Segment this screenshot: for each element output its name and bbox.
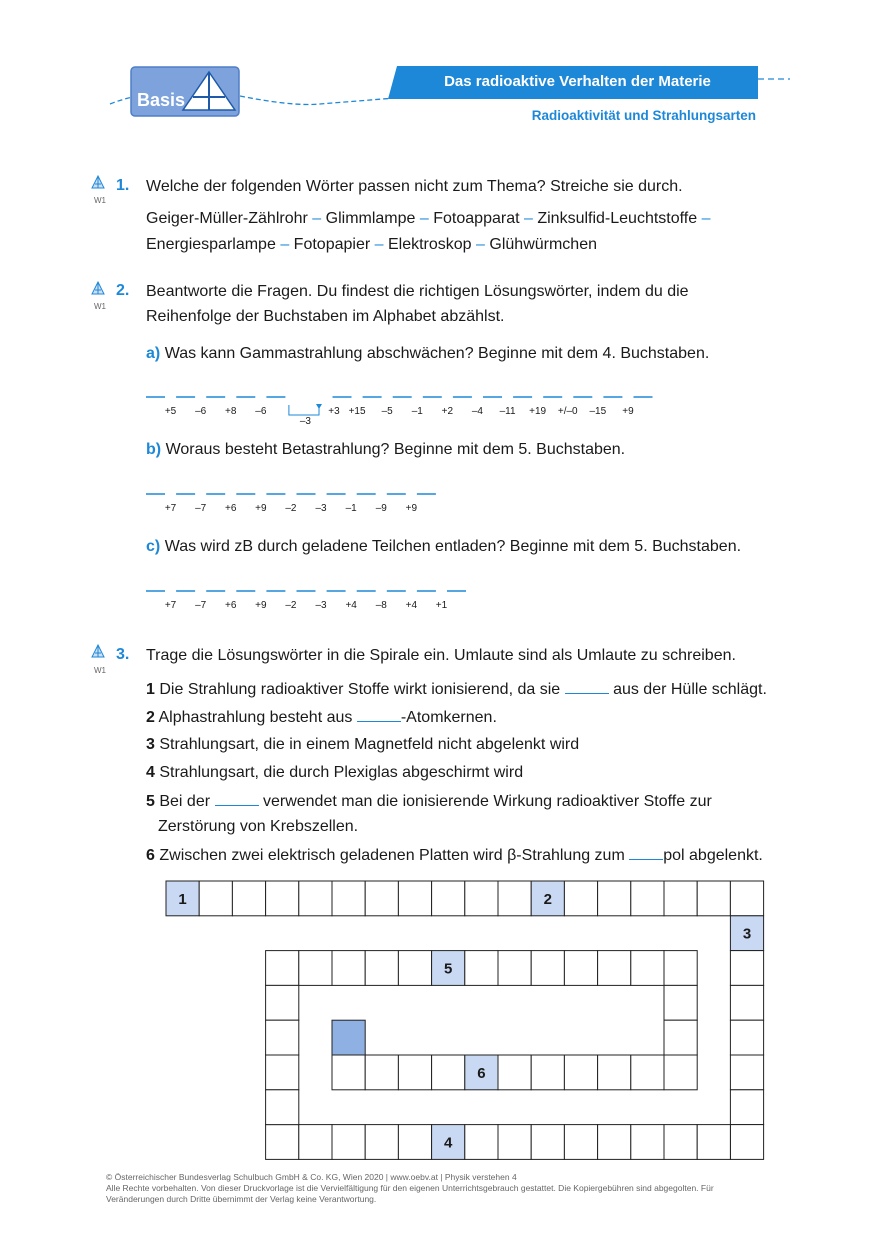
shift-number: +8 bbox=[225, 406, 237, 417]
grid-cell[interactable] bbox=[631, 951, 664, 986]
clue-number: 6 bbox=[146, 847, 155, 864]
clue-text: Zwischen zwei elektrisch geladenen Platten wird β-Strahlung zum bbox=[159, 847, 625, 864]
grid-cell[interactable] bbox=[598, 881, 631, 916]
grid-cell[interactable] bbox=[664, 1125, 697, 1160]
grid-cell[interactable] bbox=[730, 951, 763, 986]
clue-6 bbox=[146, 845, 763, 866]
clue-text: aus der Hülle schlägt. bbox=[613, 681, 767, 698]
word[interactable]: Geiger-Müller-Zählrohr bbox=[146, 210, 308, 227]
grid-cell[interactable] bbox=[730, 1090, 763, 1125]
grid-cell[interactable] bbox=[730, 1125, 763, 1160]
footer-copyright: © Österreichischer Bundesverlag Schulbuch GmbH & Co. KG, Wien 2020 | www.oebv.at | Physik verstehen 4 bbox=[106, 1172, 517, 1182]
clue-number: 5 bbox=[146, 793, 155, 810]
skip-number: –3 bbox=[299, 416, 312, 427]
grid-cell[interactable] bbox=[432, 881, 465, 916]
shift-number: –9 bbox=[375, 503, 387, 514]
clue-number: 2 bbox=[146, 709, 155, 726]
shift-number: +7 bbox=[164, 503, 177, 514]
task-text: Trage die Lösungswörter in die Spirale ein. Umlaute sind als Umlaute zu schreiben. bbox=[146, 647, 736, 664]
grid-number: 4 bbox=[444, 1134, 453, 1152]
subquestion-label: c) bbox=[146, 538, 161, 555]
grid-cell[interactable] bbox=[498, 1055, 531, 1090]
difficulty-icon bbox=[91, 281, 105, 295]
subquestion-text: Was wird zB durch geladene Teilchen entladen? Beginne mit dem 5. Buchstaben. bbox=[164, 538, 742, 555]
answer-blanks-a[interactable] bbox=[0, 385, 890, 430]
grid-cell[interactable] bbox=[199, 881, 232, 916]
separator: – bbox=[280, 236, 290, 253]
clue-text: verwendet man die ionisierende Wirkung radioaktiver Stoffe zur bbox=[262, 793, 712, 810]
page-subtitle: Radioaktivität und Strahlungsarten bbox=[531, 108, 756, 123]
shift-number: +2 bbox=[441, 406, 454, 417]
clue-text: -Atomkernen. bbox=[400, 709, 497, 726]
clue-text: pol abgelenkt. bbox=[663, 847, 763, 864]
grid-cell[interactable] bbox=[266, 1020, 299, 1055]
footer-rights: Veränderungen durch Dritte übernimmt der Verlag keine Verantwortung. bbox=[106, 1194, 377, 1204]
footer bbox=[106, 1172, 714, 1205]
grid-cell[interactable] bbox=[266, 1090, 299, 1125]
separator: – bbox=[312, 210, 322, 227]
word[interactable]: Zinksulfid-Leuchtstoffe bbox=[537, 210, 698, 227]
grid-cell[interactable] bbox=[498, 951, 531, 986]
grid-number: 2 bbox=[543, 890, 552, 908]
grid-cell[interactable] bbox=[266, 881, 299, 916]
word[interactable]: Glühwürmchen bbox=[489, 236, 597, 253]
clue-2 bbox=[146, 707, 497, 728]
answer-blanks-c[interactable] bbox=[0, 579, 890, 614]
separator: – bbox=[523, 210, 533, 227]
task-number: 2. bbox=[116, 282, 130, 299]
grid-cell[interactable] bbox=[631, 1055, 664, 1090]
page-title: Das radioaktive Verhalten der Materie bbox=[444, 73, 711, 90]
grid-number: 5 bbox=[444, 960, 453, 978]
grid-cell[interactable] bbox=[365, 951, 398, 986]
grid-cell[interactable] bbox=[664, 985, 697, 1020]
grid-cell[interactable] bbox=[598, 1055, 631, 1090]
grid-cell[interactable] bbox=[664, 1055, 697, 1090]
skip-bracket bbox=[289, 405, 319, 415]
subquestion-text: Woraus besteht Betastrahlung? Beginne mit dem 5. Buchstaben. bbox=[165, 441, 626, 458]
separator: – bbox=[419, 210, 429, 227]
answer-blanks-b[interactable] bbox=[0, 482, 890, 517]
shift-number: –1 bbox=[345, 503, 357, 514]
grid-cell[interactable] bbox=[299, 881, 332, 916]
grid-cell[interactable] bbox=[598, 951, 631, 986]
word[interactable]: Fotopapier bbox=[293, 236, 371, 253]
shift-number: –11 bbox=[499, 406, 516, 417]
grid-cell[interactable] bbox=[365, 881, 398, 916]
shift-number: +/–0 bbox=[557, 406, 578, 417]
arrow-icon bbox=[316, 404, 322, 409]
shift-number: –7 bbox=[195, 503, 207, 514]
shift-number: –2 bbox=[285, 600, 297, 611]
grid-cell[interactable] bbox=[531, 1125, 564, 1160]
grid-number: 3 bbox=[742, 925, 752, 943]
grid-cell[interactable] bbox=[564, 1125, 597, 1160]
grid-cell[interactable] bbox=[266, 1055, 299, 1090]
task-number: 1. bbox=[116, 177, 130, 194]
task-level: W1 bbox=[94, 196, 106, 205]
grid-cell[interactable] bbox=[465, 951, 498, 986]
word[interactable]: Elektroskop bbox=[387, 236, 472, 253]
task-text: Welche der folgenden Wörter passen nicht zum Thema? Streiche sie durch. bbox=[146, 178, 683, 195]
clue-blank[interactable] bbox=[629, 845, 663, 860]
shift-number: +4 bbox=[405, 600, 418, 611]
separator: – bbox=[476, 236, 485, 253]
grid-cell[interactable] bbox=[664, 881, 697, 916]
word[interactable]: Glimmlampe bbox=[325, 210, 416, 227]
grid-cell[interactable] bbox=[332, 881, 365, 916]
shift-number: +3 bbox=[328, 406, 340, 417]
task-number: 3. bbox=[116, 646, 130, 663]
clue-5-continued: Zerstörung von Krebszellen. bbox=[158, 818, 359, 835]
grid-cell[interactable] bbox=[564, 1055, 597, 1090]
shift-number: –3 bbox=[315, 600, 327, 611]
grid-cell[interactable] bbox=[697, 881, 730, 916]
clue-blank[interactable] bbox=[215, 791, 259, 806]
word[interactable]: Energiesparlampe bbox=[146, 236, 276, 253]
clue-number: 4 bbox=[146, 764, 155, 781]
task-text: Reihenfolge der Buchstaben im Alphabet abzählst. bbox=[146, 308, 505, 325]
grid-cell[interactable] bbox=[299, 951, 332, 986]
grid-cell[interactable] bbox=[664, 1020, 697, 1055]
clue-blank[interactable] bbox=[357, 707, 401, 722]
shift-number: +15 bbox=[348, 406, 366, 417]
grid-cell[interactable] bbox=[465, 881, 498, 916]
grid-cell[interactable] bbox=[564, 881, 597, 916]
shift-number: –1 bbox=[411, 406, 423, 417]
clue-text: Alphastrahlung besteht aus bbox=[158, 709, 353, 726]
shift-number: –6 bbox=[255, 406, 267, 417]
shift-number: +5 bbox=[164, 406, 177, 417]
subquestion-label: a) bbox=[146, 345, 161, 362]
task-level: W1 bbox=[94, 666, 106, 675]
grid-cell[interactable] bbox=[498, 881, 531, 916]
difficulty-icon bbox=[91, 175, 105, 189]
shift-number: –7 bbox=[195, 600, 207, 611]
difficulty-icon bbox=[91, 644, 105, 658]
grid-cell[interactable] bbox=[365, 1055, 398, 1090]
task-level: W1 bbox=[94, 302, 106, 311]
clue-5 bbox=[146, 791, 712, 812]
task-text: Beantworte die Fragen. Du findest die richtigen Lösungswörter, indem du die bbox=[146, 283, 689, 300]
grid-cell[interactable] bbox=[730, 881, 763, 916]
clue-number: 3 bbox=[146, 736, 155, 753]
clue-1 bbox=[146, 679, 767, 700]
shift-number: –8 bbox=[375, 600, 387, 611]
shift-number: +19 bbox=[529, 406, 547, 417]
grid-number: 6 bbox=[477, 1064, 486, 1082]
subquestion-c bbox=[146, 537, 741, 557]
grid-cell[interactable] bbox=[365, 1125, 398, 1160]
grid-cell[interactable] bbox=[664, 951, 697, 986]
shift-number: –6 bbox=[195, 406, 207, 417]
shift-number: –5 bbox=[381, 406, 393, 417]
shift-number: +4 bbox=[345, 600, 357, 611]
grid-cell[interactable] bbox=[332, 1055, 365, 1090]
grid-cell[interactable] bbox=[432, 1055, 465, 1090]
subquestion-b bbox=[146, 440, 625, 460]
grid-cell[interactable] bbox=[531, 1055, 564, 1090]
grid-cell[interactable] bbox=[564, 951, 597, 986]
word[interactable]: Fotoapparat bbox=[433, 210, 520, 227]
subquestion-label: b) bbox=[146, 441, 162, 458]
grid-cell[interactable] bbox=[730, 1055, 763, 1090]
grid-cell[interactable] bbox=[498, 1125, 531, 1160]
shift-number: +9 bbox=[255, 503, 267, 514]
shift-number: +9 bbox=[622, 406, 634, 417]
subquestion-a bbox=[146, 344, 709, 364]
footer-rights: Alle Rechte vorbehalten. Von dieser Druckvorlage ist die Vervielfältigung für den eigenen Unterrichtsgebrauch gestattet. Die Kopiergebühren sind abgegolten. Für bbox=[106, 1183, 714, 1193]
grid-cell[interactable] bbox=[398, 951, 431, 986]
header-decoration bbox=[0, 0, 890, 130]
shift-number: +6 bbox=[225, 503, 237, 514]
separator: – bbox=[374, 236, 384, 253]
clue-text: Strahlungsart, die in einem Magnetfeld nicht abgelenkt wird bbox=[159, 736, 580, 753]
grid-cell[interactable] bbox=[299, 1125, 332, 1160]
grid-cell[interactable] bbox=[398, 1055, 431, 1090]
clue-text: Die Strahlung radioaktiver Stoffe wirkt ionisierend, da sie bbox=[159, 681, 561, 698]
grid-number: 1 bbox=[178, 890, 187, 908]
clue-text: Strahlungsart, die durch Plexiglas abgeschirmt wird bbox=[159, 764, 524, 781]
shift-number: –15 bbox=[589, 406, 607, 417]
grid-cell[interactable] bbox=[730, 985, 763, 1020]
shift-number: +9 bbox=[405, 503, 418, 514]
separator: – bbox=[701, 210, 711, 227]
grid-cell[interactable] bbox=[531, 951, 564, 986]
grid-cell[interactable] bbox=[398, 1125, 431, 1160]
clue-text: Bei der bbox=[159, 793, 211, 810]
shift-number: +1 bbox=[435, 600, 448, 611]
grid-cell[interactable] bbox=[697, 1125, 730, 1160]
clue-3 bbox=[146, 735, 579, 755]
grid-cell[interactable] bbox=[631, 881, 664, 916]
grid-cell[interactable] bbox=[332, 1125, 365, 1160]
shift-number: –4 bbox=[471, 406, 484, 417]
shift-number: +6 bbox=[225, 600, 237, 611]
grid-cell[interactable] bbox=[232, 881, 265, 916]
grid-cell[interactable] bbox=[266, 985, 299, 1020]
grid-cell[interactable] bbox=[332, 1020, 365, 1055]
grid-cell[interactable] bbox=[598, 1125, 631, 1160]
clue-number: 1 bbox=[146, 681, 155, 698]
subquestion-text: Was kann Gammastrahlung abschwächen? Beginne mit dem 4. Buchstaben. bbox=[164, 345, 710, 362]
spiral-crossword-grid[interactable] bbox=[0, 875, 890, 1165]
shift-number: –3 bbox=[315, 503, 327, 514]
grid-cell[interactable] bbox=[398, 881, 431, 916]
shift-number: –2 bbox=[285, 503, 297, 514]
level-badge-label: Basis bbox=[137, 90, 186, 110]
clue-blank[interactable] bbox=[565, 679, 609, 694]
shift-number: +7 bbox=[164, 600, 177, 611]
grid-cell[interactable] bbox=[465, 1125, 498, 1160]
grid-cell[interactable] bbox=[332, 951, 365, 986]
clue-4 bbox=[146, 763, 523, 783]
grid-cell[interactable] bbox=[631, 1125, 664, 1160]
grid-cell[interactable] bbox=[730, 1020, 763, 1055]
grid-cell[interactable] bbox=[266, 1125, 299, 1160]
word-list-line-2 bbox=[146, 235, 597, 255]
grid-cell[interactable] bbox=[266, 951, 299, 986]
word-list-line-1 bbox=[146, 209, 711, 229]
shift-number: +9 bbox=[255, 600, 267, 611]
